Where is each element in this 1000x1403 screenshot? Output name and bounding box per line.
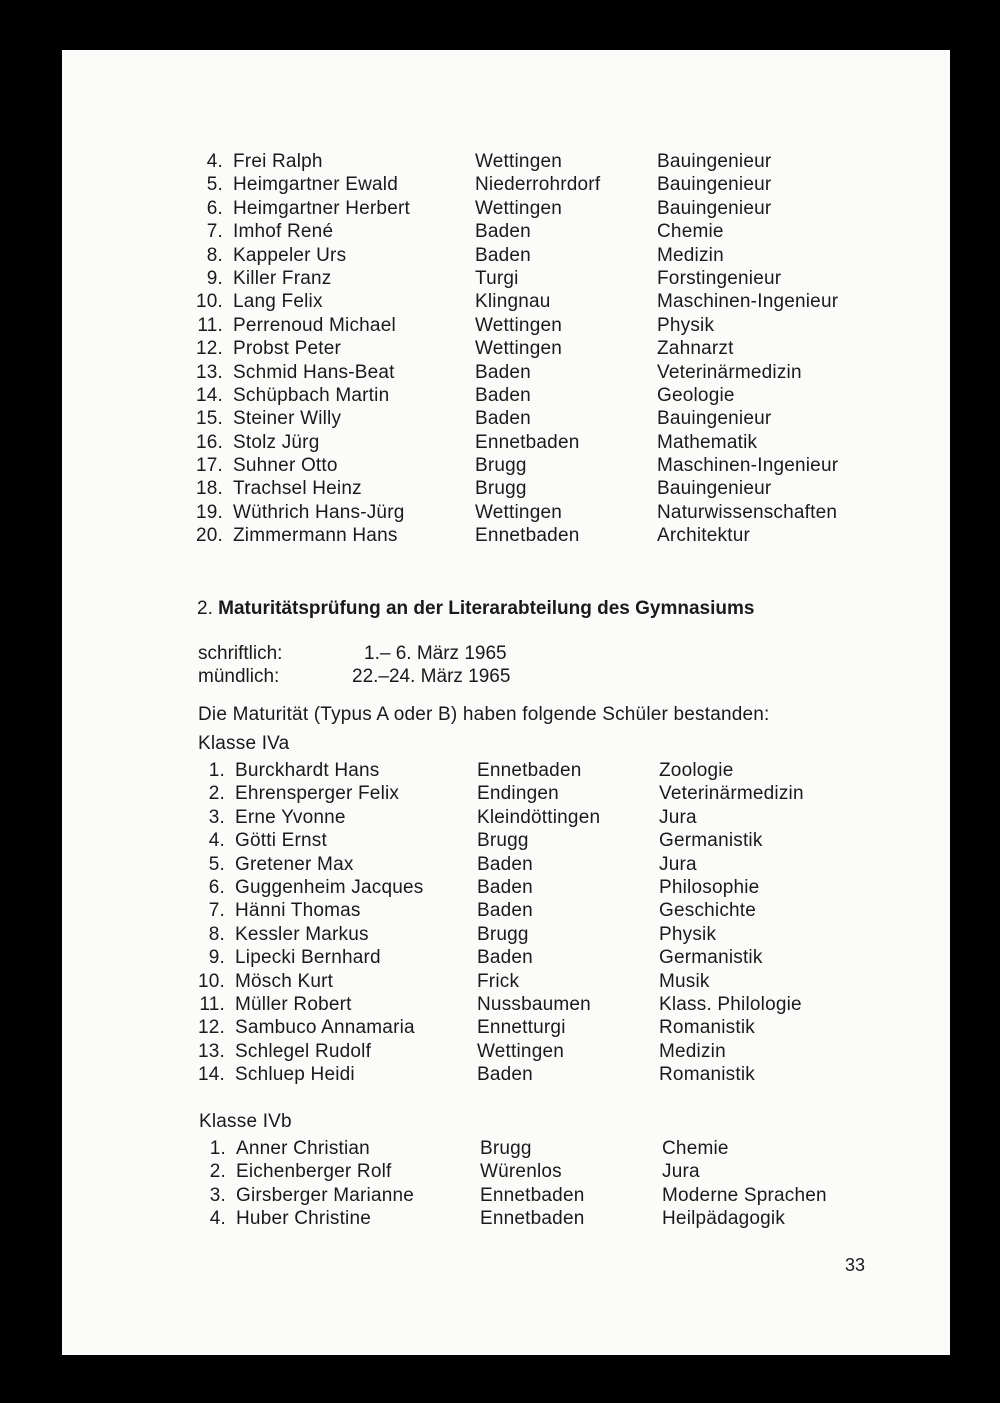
- entry-field: Jura: [662, 1161, 700, 1183]
- entry-place: Baden: [477, 876, 533, 898]
- intro-text: Die Maturität (Typus A oder B) haben folgende Schüler bestanden:: [198, 704, 770, 725]
- entry-name: Eichenberger Rolf: [236, 1161, 392, 1183]
- entry-num: 17.: [195, 455, 223, 477]
- entry-name: Probst Peter: [233, 338, 342, 360]
- entry-num: 12.: [197, 1017, 225, 1039]
- entry-field: Philosophie: [659, 876, 760, 898]
- entry-field: Physik: [659, 923, 717, 945]
- entry-num: 13.: [197, 1040, 225, 1062]
- entry-field: Klass. Philologie: [659, 993, 802, 1015]
- entry-name: Müller Robert: [235, 993, 352, 1015]
- entry-name: Steiner Willy: [233, 408, 342, 430]
- entry-num: 9.: [208, 947, 225, 969]
- entry-place: Wettingen: [475, 314, 563, 336]
- entry-num: 11.: [197, 314, 223, 336]
- entry-field: Chemie: [657, 221, 724, 243]
- entry-place: Ennetbaden: [480, 1208, 585, 1230]
- entry-field: Moderne Sprachen: [662, 1184, 827, 1206]
- entry-name: Götti Ernst: [235, 830, 327, 852]
- entry-field: Medizin: [657, 244, 724, 266]
- entry-num: 1.: [208, 760, 225, 781]
- muendlich-label: mündlich:: [198, 666, 280, 687]
- entry-num: 14.: [197, 1064, 225, 1086]
- entry-field: Heilpädagogik: [662, 1208, 786, 1230]
- entry-num: 4.: [209, 1208, 226, 1230]
- entry-field: Germanistik: [659, 947, 763, 969]
- entry-name: Schlegel Rudolf: [235, 1040, 372, 1062]
- entry-place: Ennetbaden: [477, 760, 582, 781]
- entry-place: Frick: [477, 970, 520, 992]
- section-number: 2.: [197, 598, 213, 619]
- entry-place: Nussbaumen: [477, 993, 591, 1015]
- entry-field: Maschinen-Ingenieur: [657, 455, 839, 477]
- entry-place: Ennetbaden: [475, 431, 580, 453]
- entry-place: Baden: [477, 1064, 533, 1086]
- entry-field: Bauingenieur: [657, 174, 772, 196]
- section-heading: [197, 598, 754, 620]
- entry-name: Kessler Markus: [235, 923, 369, 945]
- entry-field: Bauingenieur: [657, 478, 772, 500]
- entry-place: Baden: [477, 900, 533, 922]
- entry-field: Bauingenieur: [657, 408, 772, 430]
- entry-place: Endingen: [477, 783, 559, 805]
- entry-field: Veterinärmedizin: [659, 783, 804, 805]
- entry-name: Perrenoud Michael: [233, 314, 396, 336]
- entry-name: Huber Christine: [236, 1208, 371, 1230]
- entry-place: Wettingen: [475, 338, 563, 360]
- entry-field: Bauingenieur: [657, 151, 772, 172]
- entry-name: Lipecki Bernhard: [235, 947, 381, 969]
- entry-name: Schmid Hans-Beat: [233, 361, 395, 383]
- entry-num: 9.: [206, 267, 223, 289]
- entry-place: Baden: [477, 853, 533, 875]
- entry-place: Wettingen: [475, 151, 563, 172]
- entry-name: Gretener Max: [235, 853, 354, 875]
- entry-field: Mathematik: [657, 431, 758, 453]
- entry-num: 16.: [195, 431, 223, 453]
- entry-place: Baden: [477, 947, 533, 969]
- entry-name: Imhof René: [233, 221, 334, 243]
- entry-num: 1.: [209, 1138, 226, 1159]
- entry-num: 18.: [195, 478, 223, 500]
- entry-name: Sambuco Annamaria: [235, 1017, 415, 1039]
- entry-place: Brugg: [480, 1138, 532, 1159]
- entry-field: Germanistik: [659, 830, 763, 852]
- entry-name: Stolz Jürg: [233, 431, 320, 453]
- page-number: 33: [845, 1255, 866, 1275]
- entry-place: Niederrohrdorf: [475, 174, 601, 196]
- entry-field: Geschichte: [659, 900, 757, 922]
- entry-place: Kleindöttingen: [477, 806, 601, 828]
- entry-name: Guggenheim Jacques: [235, 876, 424, 898]
- entry-field: Chemie: [662, 1138, 729, 1159]
- schriftlich-dates: 1.– 6. März 1965: [364, 643, 507, 664]
- entry-place: Baden: [475, 408, 531, 430]
- entry-field: Forstingenieur: [657, 267, 782, 289]
- entry-num: 13.: [195, 361, 223, 383]
- entry-field: Jura: [659, 853, 697, 875]
- entry-num: 5.: [206, 174, 223, 196]
- entry-name: Kappeler Urs: [233, 244, 347, 266]
- entry-place: Wettingen: [475, 197, 563, 219]
- entry-field: Medizin: [659, 1040, 726, 1062]
- entry-field: Architektur: [657, 525, 751, 547]
- class-a-label: Klasse IVa: [198, 733, 290, 754]
- entry-field: Maschinen-Ingenieur: [657, 291, 839, 313]
- entry-num: 12.: [195, 338, 223, 360]
- entry-name: Girsberger Marianne: [236, 1184, 415, 1206]
- entry-place: Baden: [475, 361, 531, 383]
- entry-name: Anner Christian: [236, 1138, 370, 1159]
- entry-name: Ehrensperger Felix: [235, 783, 400, 805]
- entry-place: Ennetturgi: [477, 1017, 566, 1039]
- entry-name: Heimgartner Herbert: [233, 197, 410, 219]
- entry-num: 8.: [206, 244, 223, 266]
- entry-num: 4.: [206, 151, 223, 172]
- entry-num: 3.: [208, 806, 225, 828]
- entry-name: Schluep Heidi: [235, 1064, 355, 1086]
- entry-place: Ennetbaden: [480, 1184, 585, 1206]
- entry-name: Suhner Otto: [233, 455, 338, 477]
- entry-name: Schüpbach Martin: [233, 384, 390, 406]
- entry-num: 7.: [206, 221, 223, 243]
- entry-num: 6.: [208, 876, 225, 898]
- muendlich-dates: 22.–24. März 1965: [352, 666, 511, 687]
- entry-field: Musik: [659, 970, 710, 992]
- entry-field: Zahnarzt: [657, 338, 734, 360]
- entry-name: Erne Yvonne: [235, 806, 346, 828]
- entry-place: Würenlos: [480, 1161, 562, 1183]
- entry-place: Wettingen: [475, 501, 563, 523]
- entry-place: Turgi: [475, 267, 519, 289]
- entry-num: 8.: [208, 923, 225, 945]
- entry-name: Trachsel Heinz: [233, 478, 362, 500]
- entry-num: 4.: [208, 830, 225, 852]
- entry-name: Mösch Kurt: [235, 970, 334, 992]
- entry-field: Naturwissenschaften: [657, 501, 838, 523]
- entry-place: Klingnau: [475, 291, 551, 313]
- section-title: Maturitätsprüfung an der Literarabteilung des Gymnasiums: [218, 598, 755, 619]
- entry-field: Romanistik: [659, 1017, 755, 1039]
- entry-place: Brugg: [477, 830, 529, 852]
- entry-field: Zoologie: [659, 760, 734, 781]
- entry-place: Brugg: [477, 923, 529, 945]
- schriftlich-label: schriftlich:: [198, 643, 283, 664]
- entry-name: Burckhardt Hans: [235, 760, 380, 781]
- entry-num: 20.: [195, 525, 223, 547]
- entry-place: Wettingen: [477, 1040, 565, 1062]
- entry-num: 19.: [195, 501, 223, 523]
- entry-field: Jura: [659, 806, 697, 828]
- entry-name: Frei Ralph: [233, 151, 323, 172]
- entry-field: Bauingenieur: [657, 197, 772, 219]
- entry-place: Baden: [475, 384, 531, 406]
- entry-num: 10.: [195, 291, 223, 313]
- entry-name: Zimmermann Hans: [233, 525, 398, 547]
- entry-num: 2.: [209, 1161, 226, 1183]
- entry-field: Physik: [657, 314, 715, 336]
- entry-num: 7.: [208, 900, 225, 922]
- entry-num: 10.: [197, 970, 225, 992]
- entry-name: Heimgartner Ewald: [233, 174, 398, 196]
- entry-num: 14.: [195, 384, 223, 406]
- entry-num: 2.: [208, 783, 225, 805]
- entry-field: Romanistik: [659, 1064, 755, 1086]
- class-b-label: Klasse IVb: [199, 1111, 292, 1132]
- entry-name: Killer Franz: [233, 267, 332, 289]
- entry-place: Baden: [475, 221, 531, 243]
- entry-name: Lang Felix: [233, 291, 323, 313]
- entry-place: Brugg: [475, 455, 527, 477]
- entry-num: 6.: [206, 197, 223, 219]
- entry-num: 11.: [199, 993, 225, 1015]
- entry-num: 15.: [195, 408, 223, 430]
- entry-num: 3.: [209, 1184, 226, 1206]
- entry-place: Brugg: [475, 478, 527, 500]
- entry-field: Veterinärmedizin: [657, 361, 802, 383]
- entry-name: Wüthrich Hans-Jürg: [233, 501, 405, 523]
- entry-field: Geologie: [657, 384, 735, 406]
- entry-name: Hänni Thomas: [235, 900, 361, 922]
- entry-place: Ennetbaden: [475, 525, 580, 547]
- entry-place: Baden: [475, 244, 531, 266]
- entry-num: 5.: [208, 853, 225, 875]
